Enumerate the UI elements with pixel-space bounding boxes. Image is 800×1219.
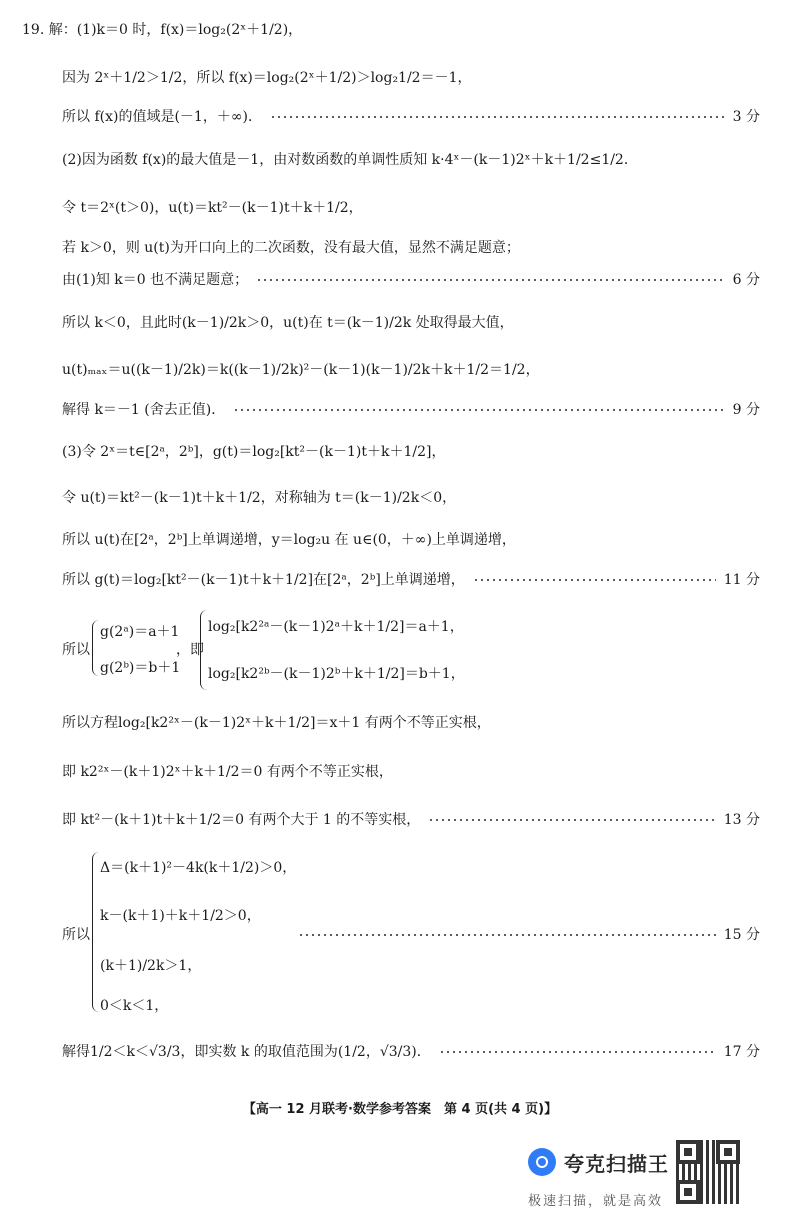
system-eq: log₂[k2²ᵃ－(k－1)2ᵃ＋k＋1/2]＝a＋1， xyxy=(208,619,464,635)
solution-line: 令 u(t)＝kt²－(k－1)t＋k＋1/2，对称轴为 t＝(k－1)/2k＜0， xyxy=(62,490,457,506)
leader-dots xyxy=(256,279,725,281)
score: 13 分 xyxy=(723,812,760,828)
solution-line: 由(1)知 k＝0 也不满足题意； 6 分 xyxy=(62,272,760,288)
solution-line: 19. 解：(1)k＝0 时，f(x)＝log₂(2ˣ＋1/2)， xyxy=(22,22,303,38)
score: 17 分 xyxy=(723,1044,760,1060)
page-footer: 【高一 12 月联考·数学参考答案 第 4 页(共 4 页)】 xyxy=(242,1102,558,1117)
system-eq: (k＋1)/2k＞1， xyxy=(100,958,202,974)
score: 11 分 xyxy=(723,572,760,588)
brand-name: 夸克扫描王 xyxy=(564,1152,669,1176)
solution-line: 即 kt²－(k＋1)t＋k＋1/2＝0 有两个大于 1 的不等实根， 13 分 xyxy=(62,812,760,828)
leader-dots xyxy=(439,1051,716,1053)
system-eq: k－(k＋1)＋k＋1/2＞0， xyxy=(100,908,261,924)
solution-line: 所以方程log₂[k2²ˣ－(k－1)2ˣ＋k＋1/2]＝x＋1 有两个不等正实根， xyxy=(62,715,491,731)
score: 9 分 xyxy=(732,402,760,418)
solution-line: 所以 f(x)的值域是(－1，＋∞)． 3 分 xyxy=(62,109,760,125)
solution-line: 所以 k＜0，且此时(k－1)/2k＞0，u(t)在 t＝(k－1)/2k 处取得最大值， xyxy=(62,315,514,331)
solution-line: 解得1/2＜k＜√3/3，即实数 k 的取值范围为(1/2，√3/3)． 17 分 xyxy=(62,1044,760,1060)
solution-line: (2)因为函数 f(x)的最大值是－1，由对数函数的单调性质知 k·4ˣ－(k－1)2ˣ＋k＋1/2≤1/2． xyxy=(62,152,638,168)
quark-logo-icon xyxy=(528,1148,556,1176)
solution-line: u(t)ₘₐₓ＝u((k－1)/2k)＝k((k－1)/2k)²－(k－1)(k－1)/2k＋k＋1/2＝1/2， xyxy=(62,362,540,378)
system-eq: g(2ᵇ)＝b＋1 xyxy=(100,660,181,676)
brand-slogan: 极速扫描，就是高效 xyxy=(528,1194,664,1209)
system-label: 所以 xyxy=(62,927,90,943)
solution-line: 即 k2²ˣ－(k＋1)2ˣ＋k＋1/2＝0 有两个不等正实根， xyxy=(62,764,393,780)
leader-dots xyxy=(428,819,715,821)
solution-line: 所以 u(t)在[2ᵃ，2ᵇ]上单调递增，y＝log₂u 在 u∈(0，＋∞)上单调递增， xyxy=(62,532,516,548)
solution-line: 所以 g(t)＝log₂[kt²－(k－1)t＋k＋1/2]在[2ᵃ，2ᵇ]上单调递增， 11 分 xyxy=(62,572,760,588)
system-eq: log₂[k2²ᵇ－(k－1)2ᵇ＋k＋1/2]＝b＋1， xyxy=(208,666,465,682)
score: 6 分 xyxy=(732,272,760,288)
solution-line: 若 k＞0，则 u(t)为开口向上的二次函数，没有最大值，显然不满足题意； xyxy=(62,240,520,256)
system-eq: g(2ᵃ)＝a＋1 xyxy=(100,624,180,640)
left-brace xyxy=(92,620,99,676)
solution-line: (3)令 2ˣ＝t∈[2ᵃ，2ᵇ]，g(t)＝log₂[kt²－(k－1)t＋k＋1/2]， xyxy=(62,444,446,460)
system-eq: Δ＝(k＋1)²－4k(k＋1/2)＞0， xyxy=(100,860,297,876)
system-label: 所以 xyxy=(62,642,90,658)
system-eq: 0＜k＜1， xyxy=(100,998,169,1014)
leader-dots xyxy=(473,579,716,581)
left-brace xyxy=(200,610,207,690)
leader-dots xyxy=(298,934,716,936)
system-connector: ，即 xyxy=(176,642,204,658)
score-line xyxy=(290,925,760,945)
solution-line: 令 t＝2ˣ(t＞0)，u(t)＝kt²－(k－1)t＋k＋1/2， xyxy=(62,200,363,216)
leader-dots xyxy=(270,116,725,118)
solution-line: 解得 k＝－1 (舍去正值)． 9 分 xyxy=(62,402,760,418)
score: 15 分 xyxy=(723,927,760,943)
qr-code-icon xyxy=(676,1140,740,1204)
leader-dots xyxy=(233,409,724,411)
solution-line: 因为 2ˣ＋1/2＞1/2，所以 f(x)＝log₂(2ˣ＋1/2)＞log₂1/2＝－1， xyxy=(62,70,472,86)
score: 3 分 xyxy=(732,109,760,125)
left-brace xyxy=(92,852,99,1012)
